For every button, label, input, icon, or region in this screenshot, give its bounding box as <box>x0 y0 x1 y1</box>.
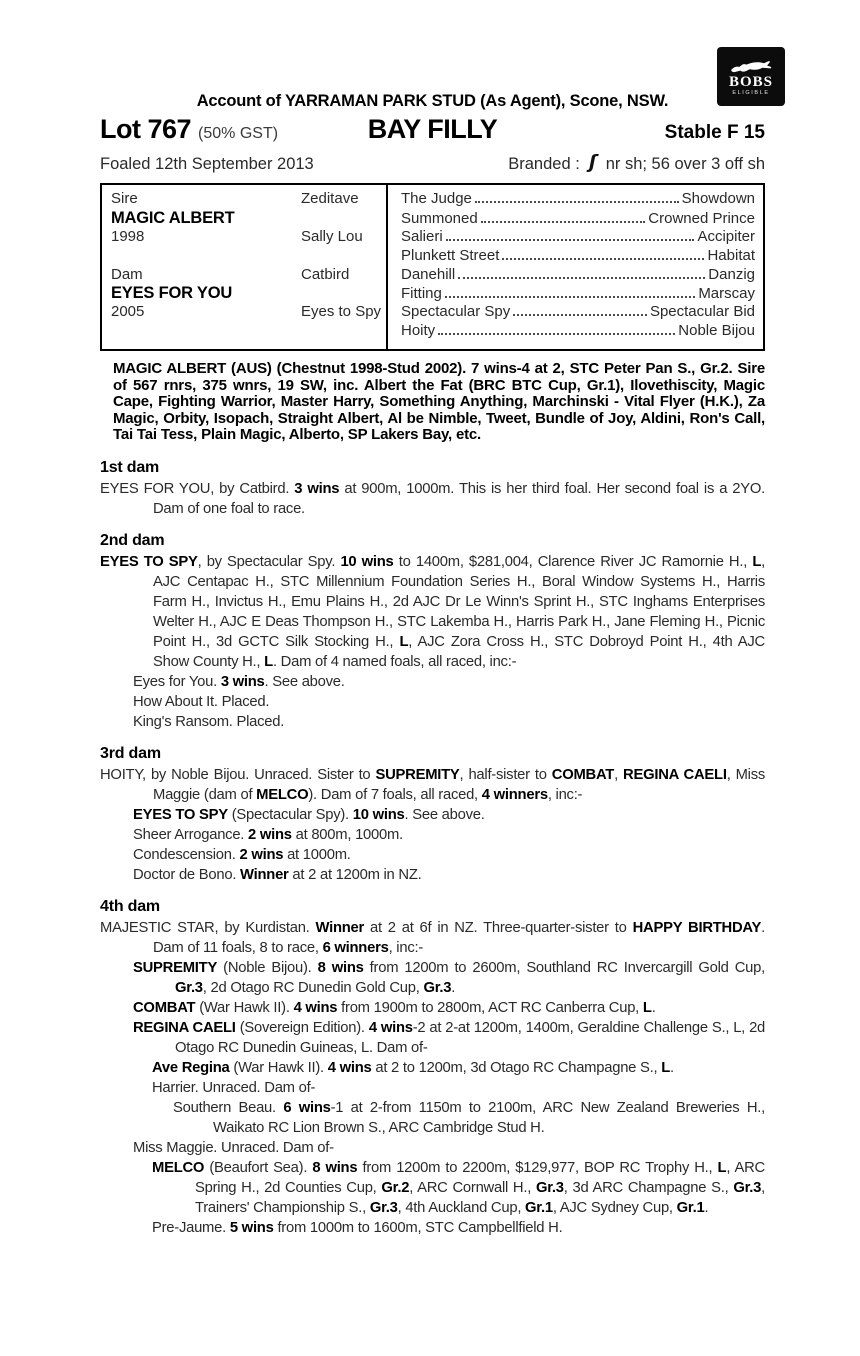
sire-year: 1998 <box>111 227 145 245</box>
section-4th-dam <box>100 898 765 1238</box>
progeny-entry: Eyes for You. 3 wins. See above. <box>133 673 345 690</box>
stable-number: Stable F 15 <box>664 122 765 143</box>
ancestor-sire: Marscay <box>698 285 755 303</box>
dam-entry: MAJESTIC STAR, by Kurdistan. Winner at 2 at 6f in NZ. Three-quarter-sister to HAPPY BIRTHDAY. Dam of 11 foals, 8 to race, 6 winners, inc:- <box>100 919 765 956</box>
pedigree-table-divider <box>386 185 388 349</box>
pedigree-grandparents <box>389 190 755 207</box>
progeny-entry: How About It. Placed. <box>133 693 270 710</box>
pedigree-grandparents <box>389 322 755 339</box>
progeny-entry: Southern Beau. 6 wins-1 at 2-from 1150m to 2100m, ARC New Zealand Breweries H., Waikato RC Lion Brown S., ARC Cambridge Stud H. <box>173 1099 765 1136</box>
ancestor-sire: Accipiter <box>697 227 755 245</box>
pedigree-row <box>111 266 755 285</box>
progeny-entry: Sheer Arrogance. 2 wins at 800m, 1000m. <box>133 826 403 843</box>
section-heading: 1st dam <box>100 458 160 476</box>
progeny-entry: SUPREMITY (Noble Bijou). 8 wins from 1200m to 2600m, Southland RC Invercargill Gold Cup, Gr.3, 2d Otago RC Dunedin Gold Cup, Gr.3. <box>133 959 765 996</box>
pedigree-table <box>100 183 765 351</box>
progeny-entry: Harrier. Unraced. Dam of- <box>152 1079 316 1096</box>
dam-year: 2005 <box>111 303 145 321</box>
pedigree-role: Dam <box>111 265 143 283</box>
dam-name: EYES FOR YOU <box>111 284 233 303</box>
pedigree-parent: Sally Lou <box>301 227 363 245</box>
ancestor-sire: Crowned Prince <box>648 209 755 227</box>
sire-summary-paragraph: MAGIC ALBERT (AUS) (Chestnut 1998-Stud 2002). 7 wins-4 at 2, STC Peter Pan S., Gr.2. Sire of 567 rnrs, 375 wnrs, 19 SW, inc. Albert the Fat (BRC BTC Cup, Gr.1), Ilovethiscity, Magic Cape, Fighting Warrior, Master Harry, Something Anything, Marchinski - Vital Flyer (H.K.), Za Magic, Orbity, Isopach, Straight Albert, Al be Nimble, Tweet, Bundle of Joy, Aldini, Ron's Call, Tai Tai Tess, Plain Magic, Alberto, SP Lakers Bay, etc. <box>113 360 765 444</box>
pedigree-row <box>111 284 755 303</box>
dot-leader <box>458 277 705 279</box>
branded-label: Branded : <box>508 155 580 173</box>
pedigree-grandparents <box>389 285 755 302</box>
foaled-date: Foaled 12th September 2013 <box>100 155 314 173</box>
dot-leader <box>475 201 679 203</box>
ancestor-sire: Spectacular Bid <box>649 303 755 321</box>
progeny-entry: Condescension. 2 wins at 1000m. <box>133 846 351 863</box>
dam-entry: EYES TO SPY, by Spectacular Spy. 10 wins to 1400m, $281,004, Clarence River JC Ramornie H., L, AJC Centapac H., STC Millennium Foundation Series H., Boral Window Systems H., Harris Farm H., Invictus H., Emu Plains H., 2d AJC Dr Le Winn's Sprint H., STC Inghams Enterprises Welter H., AJC E Deas Thompson H., STC Lakemba H., Harris Park H., Jane Fleming H., Picnic Point H., 3d GCTC Silk Stocking H., L, AJC Zora Cross H., STC Dobroyd Point H., 4th AJC Show County H., L. Dam of 4 named foals, all raced, inc:- <box>100 553 765 670</box>
bobs-logo-subtitle: ELIGIBLE <box>732 89 770 96</box>
progeny-entry: MELCO (Beaufort Sea). 8 wins from 1200m to 2200m, $129,977, BOP RC Trophy H., L, ARC Spring H., 2d Counties Cup, Gr.2, ARC Cornwall H., Gr.3, 3d ARC Champagne S., Gr.3, Trainers' Championship S., Gr.3, 4th Auckland Cup, Gr.1, AJC Sydney Cup, Gr.1. <box>152 1159 765 1216</box>
brand-details <box>508 152 765 174</box>
dot-leader <box>446 239 695 241</box>
dot-leader <box>513 314 647 316</box>
lot-number: Lot 767 <box>100 114 192 144</box>
ancestor-name: Fitting <box>401 285 442 303</box>
bobs-logo <box>717 47 785 106</box>
dot-leader <box>502 258 704 260</box>
section-1st-dam <box>100 459 765 519</box>
bobs-logo-title: BOBS <box>728 73 774 90</box>
dot-leader <box>445 296 695 298</box>
progeny-entry: Pre-Jaume. 5 wins from 1000m to 1600m, STC Campbellfield H. <box>152 1219 563 1236</box>
pedigree-parent: Zeditave <box>301 190 359 207</box>
pedigree-parent: Eyes to Spy <box>301 303 382 321</box>
dam-entry: HOITY, by Noble Bijou. Unraced. Sister to SUPREMITY, half-sister to COMBAT, REGINA CAELI, Miss Maggie (dam of MELCO). Dam of 7 foals, all raced, 4 winners, inc:- <box>100 766 766 803</box>
ancestor-name: Danehill <box>401 265 456 283</box>
ancestor-sire: Danzig <box>708 265 755 283</box>
pedigree-row <box>111 303 755 322</box>
dot-leader <box>438 333 675 335</box>
section-2nd-dam <box>100 532 765 732</box>
section-heading: 2nd dam <box>100 531 165 549</box>
section-3rd-dam <box>100 745 765 885</box>
sire-name: MAGIC ALBERT <box>111 208 235 227</box>
progeny-entry: COMBAT (War Hawk II). 4 wins from 1900m to 2800m, ACT RC Canberra Cup, L. <box>133 999 656 1016</box>
ancestor-name: Plunkett Street <box>401 246 500 264</box>
pedigree-grandparents <box>389 247 755 264</box>
section-heading: 4th dam <box>100 897 160 915</box>
lot-left <box>100 114 368 145</box>
pedigree-grandparents <box>389 303 755 320</box>
ancestor-sire: Noble Bijou <box>678 322 755 340</box>
progeny-entry: Miss Maggie. Unraced. Dam of- <box>133 1139 334 1156</box>
lot-row <box>100 114 765 145</box>
pedigree-grandparents <box>389 210 755 227</box>
pedigree-row <box>111 190 755 209</box>
ancestor-name: Hoity <box>401 322 436 340</box>
pedigree-row <box>111 228 755 247</box>
horse-description-title: BAY FILLY <box>367 114 498 144</box>
section-heading: 3rd dam <box>100 744 161 762</box>
brand-location: nr sh; 56 over 3 off sh <box>605 155 765 173</box>
pedigree-row <box>111 209 755 228</box>
foaled-row <box>100 152 765 174</box>
ancestor-sire: Habitat <box>707 246 755 264</box>
ancestor-sire: Showdown <box>681 190 755 207</box>
progeny-entry: REGINA CAELI (Sovereign Edition). 4 wins-2 at 2-at 1200m, 1400m, Geraldine Challenge S., L, 2d Otago RC Dunedin Guineas, L. Dam of- <box>133 1019 766 1056</box>
progeny-entry: Ave Regina (War Hawk II). 4 wins at 2 to 1200m, 3d Otago RC Champagne S., L. <box>152 1059 674 1076</box>
pedigree-role: Sire <box>111 190 138 207</box>
brand-symbol-glyph: ʃ <box>588 151 597 173</box>
lot-right <box>497 122 765 144</box>
dam-entry: EYES FOR YOU, by Catbird. 3 wins at 900m, 1000m. This is her third foal. Her second foal is a 2YO. Dam of one foal to race. <box>100 480 765 517</box>
ancestor-name: Summoned <box>401 209 478 227</box>
ancestor-name: Salieri <box>401 227 443 245</box>
progeny-entry: Doctor de Bono. Winner at 2 at 1200m in NZ. <box>133 866 422 883</box>
pedigree-grandparents <box>389 266 755 283</box>
ancestor-name: Spectacular Spy <box>401 303 511 321</box>
pedigree-row <box>111 247 755 266</box>
bobs-horse-icon <box>728 59 774 74</box>
gst-note: (50% GST) <box>198 125 279 142</box>
pedigree-parent: Catbird <box>301 265 350 283</box>
vendor-account-line: Account of YARRAMAN PARK STUD (As Agent), Scone, NSW. <box>196 92 669 110</box>
progeny-entry: King's Ransom. Placed. <box>133 713 285 730</box>
progeny-entry: EYES TO SPY (Spectacular Spy). 10 wins. See above. <box>133 806 485 823</box>
pedigree-row <box>111 322 755 341</box>
pedigree-grandparents <box>389 228 755 245</box>
dot-leader <box>481 221 646 223</box>
ancestor-name: The Judge <box>401 190 472 207</box>
